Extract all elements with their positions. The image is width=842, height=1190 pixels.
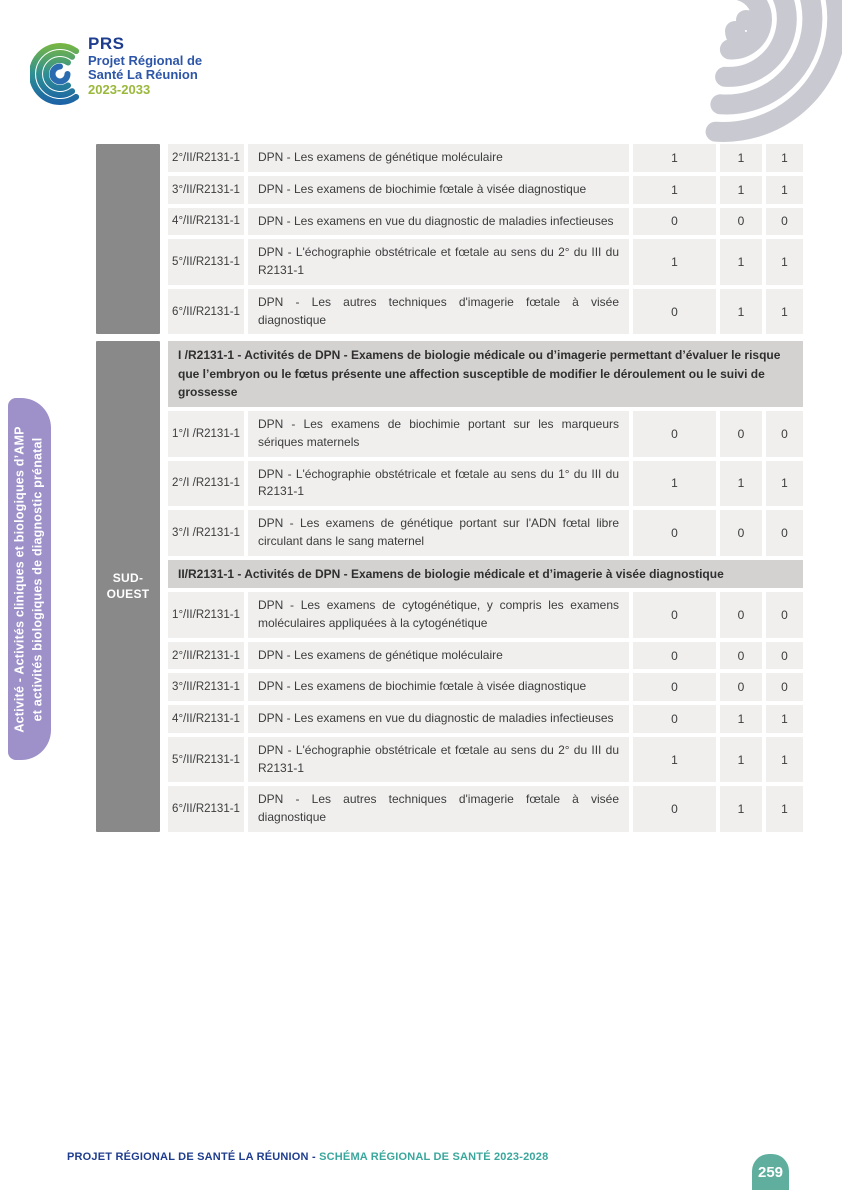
table-row: [168, 673, 803, 701]
row-value: 0: [766, 642, 803, 670]
row-code: 5°/II/R2131-1: [168, 737, 244, 783]
row-value: 0: [633, 510, 716, 556]
row-description: DPN - Les examens de génétique moléculaire: [248, 144, 629, 172]
table-row: [168, 510, 803, 556]
corner-swirl-icon: [672, 0, 842, 145]
table-region-block: [96, 341, 803, 832]
logo-years: 2023-2033: [88, 82, 151, 98]
row-value: 1: [720, 705, 762, 733]
footer-title: [67, 1151, 548, 1163]
row-value: 0: [633, 208, 716, 236]
row-description: DPN - Les examens en vue du diagnostic de maladies infectieuses: [248, 208, 629, 236]
prs-logo: [30, 28, 260, 120]
table-region-block: [96, 144, 803, 334]
footer-title-main: PROJET RÉGIONAL DE SANTÉ LA RÉUNION -: [67, 1151, 320, 1163]
row-value: 0: [720, 673, 762, 701]
table-row: [168, 239, 803, 285]
table-row: [168, 208, 803, 236]
logo-acronym: PRS: [88, 34, 125, 53]
table-row: [168, 144, 803, 172]
row-value: 1: [766, 737, 803, 783]
row-code: 1°/II/R2131-1: [168, 592, 244, 638]
table-row: [168, 592, 803, 638]
row-description: DPN - Les examens de génétique moléculaire: [248, 642, 629, 670]
row-code: 3°/II/R2131-1: [168, 673, 244, 701]
row-code: 4°/II/R2131-1: [168, 208, 244, 236]
row-code: 3°/II/R2131-1: [168, 176, 244, 204]
row-value: 0: [720, 411, 762, 457]
row-value: 0: [720, 510, 762, 556]
row-description: DPN - Les examens de biochimie portant sur les marqueurs sériques maternels: [248, 411, 629, 457]
row-value: 1: [766, 786, 803, 832]
row-value: 0: [633, 673, 716, 701]
row-value: 1: [633, 176, 716, 204]
logo-title-line1: Projet Régional de: [88, 52, 203, 68]
row-value: 0: [633, 705, 716, 733]
row-code: 5°/II/R2131-1: [168, 239, 244, 285]
row-value: 0: [633, 289, 716, 335]
row-code: 1°/I /R2131-1: [168, 411, 244, 457]
prs-logo-arcs-icon: [30, 30, 88, 120]
row-value: 1: [720, 786, 762, 832]
dpn-activities-table: [96, 144, 803, 832]
row-description: DPN - Les examens de biochimie fœtale à visée diagnostique: [248, 176, 629, 204]
row-description: DPN - L'échographie obstétricale et fœtale au sens du 1° du III du R2131-1: [248, 461, 629, 507]
page-number-badge: [752, 1154, 789, 1190]
row-code: 6°/II/R2131-1: [168, 289, 244, 335]
row-code: 3°/I /R2131-1: [168, 510, 244, 556]
row-value: 1: [633, 461, 716, 507]
table-row: [168, 289, 803, 335]
row-value: 1: [766, 144, 803, 172]
row-value: 1: [633, 239, 716, 285]
row-value: 1: [720, 144, 762, 172]
row-description: DPN - Les examens en vue du diagnostic de maladies infectieuses: [248, 705, 629, 733]
row-value: 0: [633, 786, 716, 832]
row-value: 0: [766, 208, 803, 236]
side-tab-label: Activité - Activités cliniques et biologiques d’AMP et activités biologiques de diagnostic prénatal: [13, 425, 45, 733]
row-code: 4°/II/R2131-1: [168, 705, 244, 733]
row-value: 0: [766, 592, 803, 638]
row-description: DPN - Les examens de génétique portant sur l'ADN fœtal libre circulant dans le sang maternel: [248, 510, 629, 556]
table-row: [168, 461, 803, 507]
table-row: [168, 737, 803, 783]
row-value: 1: [633, 144, 716, 172]
row-description: DPN - L'échographie obstétricale et fœtale au sens du 2° du III du R2131-1: [248, 737, 629, 783]
row-value: 1: [720, 737, 762, 783]
page-number: 259: [757, 1163, 784, 1181]
row-value: 1: [766, 705, 803, 733]
row-value: 0: [766, 510, 803, 556]
row-code: 6°/II/R2131-1: [168, 786, 244, 832]
row-value: 1: [766, 461, 803, 507]
row-value: 0: [766, 673, 803, 701]
row-value: 1: [633, 737, 716, 783]
row-value: 0: [720, 208, 762, 236]
row-value: 1: [720, 461, 762, 507]
row-code: 2°/II/R2131-1: [168, 144, 244, 172]
side-tab-chapter: [8, 398, 51, 760]
section-header-row: I /R2131-1 - Activités de DPN - Examens de biologie médicale ou d’imagerie permettant d’évaluer le risque que l’embryon ou le fœtus présente une affection susceptible de modifier le déroulement ou le suivi de grossesse: [168, 341, 803, 407]
row-value: 0: [720, 592, 762, 638]
row-value: 1: [720, 239, 762, 285]
region-band: [96, 341, 160, 832]
footer-title-sub: SCHÉMA RÉGIONAL DE SANTÉ 2023-2028: [319, 1151, 549, 1163]
row-value: 0: [633, 592, 716, 638]
section-header-row: II/R2131-1 - Activités de DPN - Examens de biologie médicale et d’imagerie à visée diagnostique: [168, 560, 803, 589]
table-row: [168, 786, 803, 832]
row-description: DPN - Les examens de biochimie fœtale à visée diagnostique: [248, 673, 629, 701]
region-label: SUD-: [112, 570, 144, 585]
row-value: 0: [633, 411, 716, 457]
table-row: [168, 705, 803, 733]
row-value: 1: [720, 176, 762, 204]
table-row: [168, 411, 803, 457]
table-row: [168, 642, 803, 670]
row-code: 2°/II/R2131-1: [168, 642, 244, 670]
region-label: OUEST: [106, 586, 150, 601]
rows-wrap: [168, 341, 803, 832]
row-value: 0: [720, 642, 762, 670]
row-description: DPN - Les autres techniques d'imagerie fœtale à visée diagnostique: [248, 289, 629, 335]
logo-title-line2: Santé La Réunion: [88, 67, 198, 83]
region-band: [96, 144, 160, 334]
table-row: [168, 176, 803, 204]
row-value: 0: [633, 642, 716, 670]
rows-wrap: [168, 144, 803, 334]
row-description: DPN - Les autres techniques d'imagerie fœtale à visée diagnostique: [248, 786, 629, 832]
row-value: 1: [720, 289, 762, 335]
row-value: 1: [766, 289, 803, 335]
row-value: 1: [766, 176, 803, 204]
row-description: DPN - Les examens de cytogénétique, y compris les examens moléculaires appliquées à la cytogénétique: [248, 592, 629, 638]
row-code: 2°/I /R2131-1: [168, 461, 244, 507]
row-value: 0: [766, 411, 803, 457]
row-description: DPN - L'échographie obstétricale et fœtale au sens du 2° du III du R2131-1: [248, 239, 629, 285]
row-value: 1: [766, 239, 803, 285]
